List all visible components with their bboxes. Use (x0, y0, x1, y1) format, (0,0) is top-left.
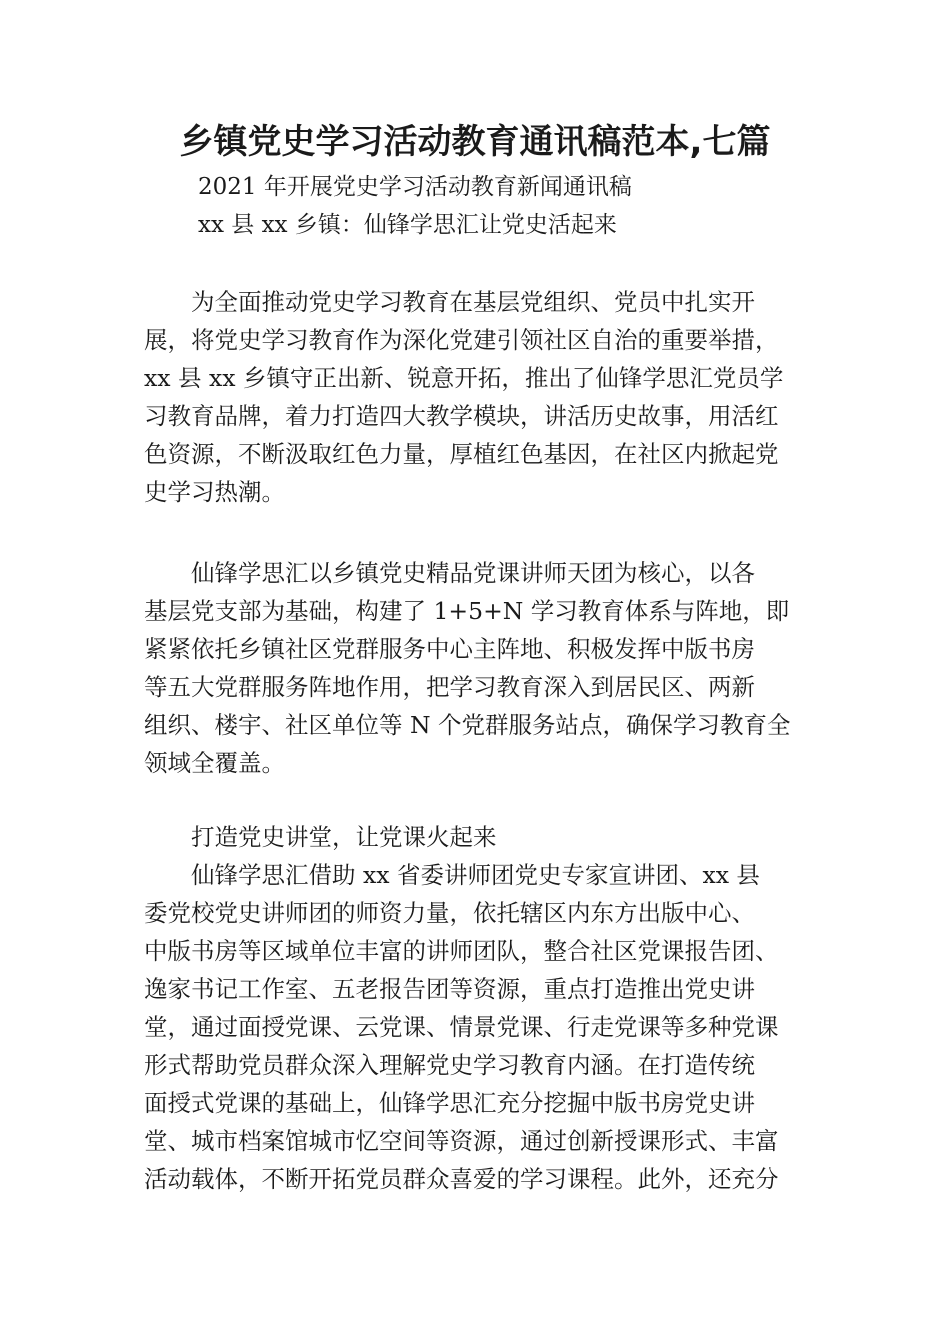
text-line: 中版书房等区域单位丰富的讲师团队，整合社区党课报告团、 (144, 937, 779, 965)
document-title: 乡镇党史学习活动教育通讯稿范本,七篇 (179, 122, 771, 162)
text-line: 习教育品牌，着力打造四大教学模块，讲活历史故事，用活红 (144, 402, 779, 430)
section-heading: 打造党史讲堂，让党课火起来 (144, 823, 497, 851)
text-line: xx 县 xx 乡镇守正出新、锐意开拓，推出了仙锋学思汇党员学 (144, 364, 784, 392)
text-line: 展，将党史学习教育作为深化党建引领社区自治的重要举措， (144, 326, 779, 354)
subtitle-headline: xx 县 xx 乡镇：仙锋学思汇让党史活起来 (198, 212, 617, 238)
text-line: 色资源，不断汲取红色力量，厚植红色基因，在社区内掀起党 (144, 440, 779, 468)
text-line: 基层党支部为基础，构建了 1+5+N 学习教育体系与阵地，即 (144, 597, 790, 625)
text-line: 仙锋学思汇以乡镇党史精品党课讲师天团为核心，以各 (144, 559, 755, 587)
text-line: 组织、楼宇、社区单位等 N 个党群服务站点，确保学习教育全 (144, 711, 791, 739)
paragraph-system (144, 554, 824, 782)
text-line: 紧紧依托乡镇社区党群服务中心主阵地、积极发挥中版书房 (144, 635, 755, 663)
subtitle-year: 2021 年开展党史学习活动教育新闻通讯稿 (198, 174, 632, 200)
text-line: 为全面推动党史学习教育在基层党组织、党员中扎实开 (144, 288, 755, 316)
paragraph-intro (144, 283, 824, 511)
text-line: 活动载体，不断开拓党员群众喜爱的学习课程。此外，还充分 (144, 1165, 779, 1193)
text-line: 堂，通过面授党课、云党课、情景党课、行走党课等多种党课 (144, 1013, 779, 1041)
text-line: 仙锋学思汇借助 xx 省委讲师团党史专家宣讲团、xx 县 (144, 861, 760, 889)
text-line: 等五大党群服务阵地作用，把学习教育深入到居民区、两新 (144, 673, 755, 701)
text-line: 堂、城市档案馆城市忆空间等资源，通过创新授课形式、丰富 (144, 1127, 779, 1155)
text-line: 面授式党课的基础上，仙锋学思汇充分挖掘中版书房党史讲 (144, 1089, 755, 1117)
text-line: 委党校党史讲师团的师资力量，依托辖区内东方出版中心、 (144, 899, 755, 927)
paragraph-lecture-hall (144, 818, 824, 1198)
text-line: 史学习热潮。 (144, 478, 285, 506)
text-line: 形式帮助党员群众深入理解党史学习教育内涵。在打造传统 (144, 1051, 755, 1079)
text-line: 领域全覆盖。 (144, 749, 285, 777)
text-line: 逸家书记工作室、五老报告团等资源，重点打造推出党史讲 (144, 975, 755, 1003)
